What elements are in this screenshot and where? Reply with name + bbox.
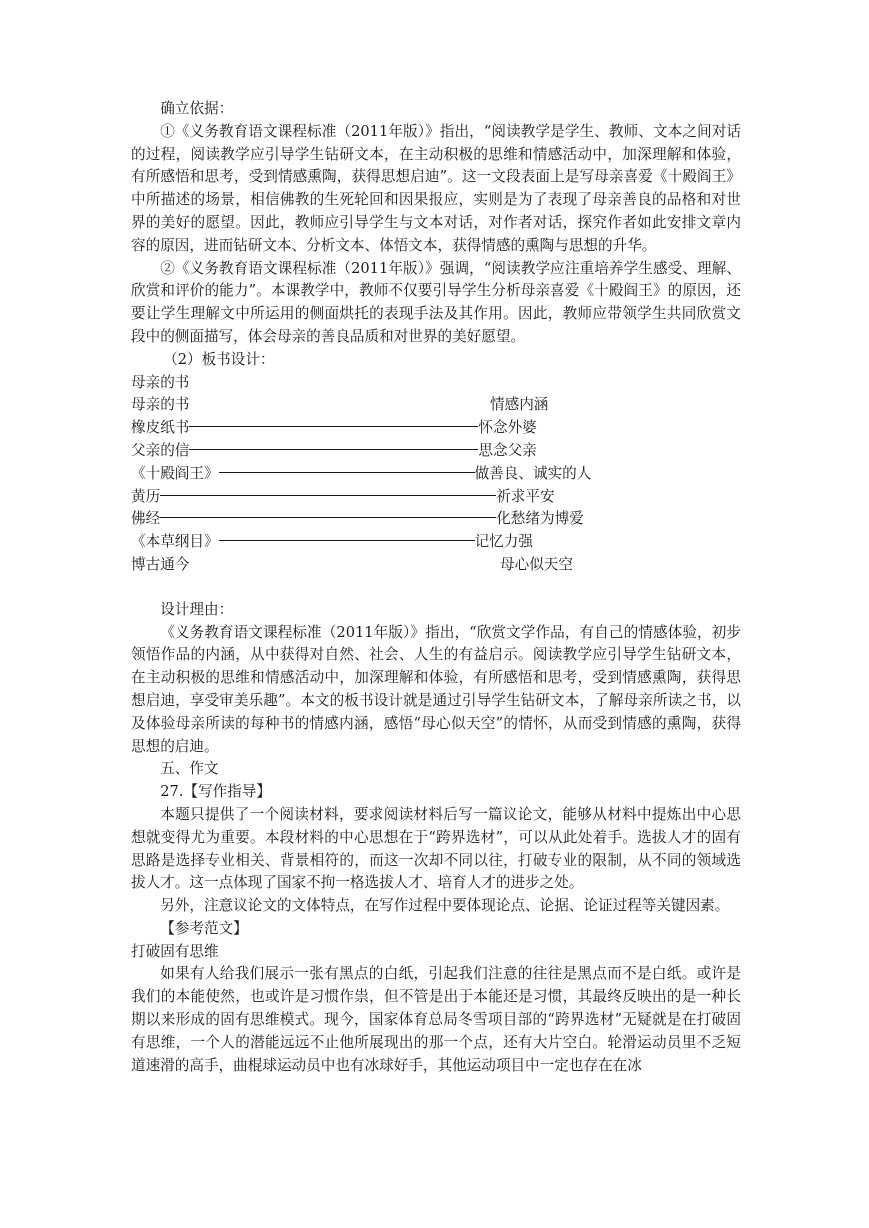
basis-paragraph-2: ②《义务教育语文课程标准（2011年版）》强调，“阅读教学应注重培养学生感受、理解、欣赏和评价的能力”。本课教学中，教师不仅要引导学生分析母亲喜爱《十殿阎王》的原因，还要让学生理解文中所运用的侧面烘托的表现手法及其作用。因此，教师应带领学生共同欣赏文段中的侧面描写，体会母亲的善良品质和对世界的美好愿望。 [131,259,741,345]
board-row-book: 黄历 祈求平安 [131,487,555,505]
design-reason-paragraph: 《义务教育语文课程标准（2011年版）》指出，“欣赏文学作品，有自己的情感体验，初步领悟作品的内涵，从中获得对自然、社会、人生的有益启示。阅读教学应引导学生钻研文本，在主动积极的思维和情感活动中，加深理解和体验，有所感悟和思考，受到情感熏陶，获得思想启迪，享受审美乐趣”。本文的板书设计就是通过引导学生钻研文本，了解母亲所读之书，以及体验母亲所读的每种书的情感内涵，感悟“母心似天空”的情怀，从而受到情感的熏陶，获得思想的启迪。 [131,623,741,755]
board-row [131,508,741,531]
board-row-meaning: 怀念外婆 [478,419,537,437]
essay-title: 打破固有思维 [131,942,219,960]
basis-paragraph-1: ①《义务教育语文课程标准（2011年版）》指出，“阅读教学是学生、教师、文本之间对话的过程，阅读教学应引导学生钻研文本，在主动积极的思维和情感活动中，加深理解和体验，有所感悟和思考，受到情感熏陶，获得思想启迪”。这一文段表面上是写母亲喜爱《十殿阎王》中所描述的场景，相信佛教的生死轮回和因果报应，实则是为了表现了母亲善良的品格和对世界的美好的愿望。因此，教师应引导学生与文本对话，对作者对话，探究作者如此安排文章内容的原因，进而钻研文本、分析文本、体悟文本，获得情感的熏陶与思想的升华。 [131,122,741,254]
board-row [131,440,741,463]
board-footer-row [131,554,741,577]
spacer [131,577,741,599]
connector-line [160,517,496,518]
board-row-meaning: 做善良、诚实的人 [474,464,592,482]
board-header-right: 情感内涵 [490,396,549,414]
board-row [131,486,741,509]
board-row [131,463,741,486]
composition-section-title: 五、作文 [160,760,219,778]
connector-line [219,472,475,473]
board-title [131,372,741,395]
writing-guide-paragraph-2: 另外，注意议论文的文体特点，在写作过程中要体现论点、论据、论证过程等关键因素。 [160,897,730,915]
board-header-row [131,394,741,417]
board-footer-left: 博古通今 [131,555,190,573]
board-row [131,531,741,554]
board-row-book: 《本草纲目》 记忆力强 [131,533,533,551]
board-row-meaning: 祈求平安 [496,487,555,505]
board-row-book: 橡皮纸书 怀念外婆 [131,419,537,437]
basis-heading: 确立依据： [160,100,234,117]
connector-line [219,540,475,541]
design-reason-heading: 设计理由： [160,600,234,618]
board-row-book: 佛经 化愁绪为博爱 [131,510,584,528]
board-design-heading: （2）板书设计： [163,350,275,368]
board-row-book: 《十殿阎王》 做善良、诚实的人 [131,464,592,482]
board-footer-right: 母心似天空 [500,555,573,573]
board-row-meaning: 记忆力强 [474,533,533,551]
board-title-text: 母亲的书 [131,373,190,391]
writing-guide-paragraph-1: 本题只提供了一个阅读材料，要求阅读材料后写一篇议论文，能够从材料中提炼出中心思想就变得尤为重要。本段材料的中心思想在于“跨界选材”，可以从此处着手。选拔人才的固有思路是选择专业相关、背景相符的，而这一次却不同以往，打破专业的限制，从不同的领域选拔人才。这一点体现了国家不拘一格选拔人才、培育人才的进步之处。 [131,805,741,892]
writing-guide-heading: 27.【写作指导】 [160,783,271,801]
sample-essay-heading: 【参考范文】 [160,919,248,937]
connector-line [189,449,478,450]
essay-paragraph: 如果有人给我们展示一张有黑点的白纸，引起我们注意的往往是黑点而不是白纸。或许是我们的本能使然，也或许是习惯作祟，但不管是出于本能还是习惯，其最终反映出的是一种长期以来形成的固有思维模式。现今，国家体育总局冬雪项目部的“跨界选材”无疑就是在打破固有思维，一个人的潜能远远不止他所展现出的那一个点，还有大片空白。轮滑运动员里不乏短道速滑的高手，曲棍球运动员中也有冰球好手，其他运动项目中一定也存在在冰 [131,965,741,1074]
connector-line [160,495,496,496]
board-row-meaning: 化愁绪为博爱 [496,510,584,528]
board-row-book: 父亲的信 思念父亲 [131,441,537,459]
document-page [131,98,741,1077]
connector-line [189,426,478,427]
board-row [131,417,741,440]
board-row-meaning: 思念父亲 [478,441,537,459]
board-header-left: 母亲的书 [131,396,190,414]
board-design [131,372,741,577]
